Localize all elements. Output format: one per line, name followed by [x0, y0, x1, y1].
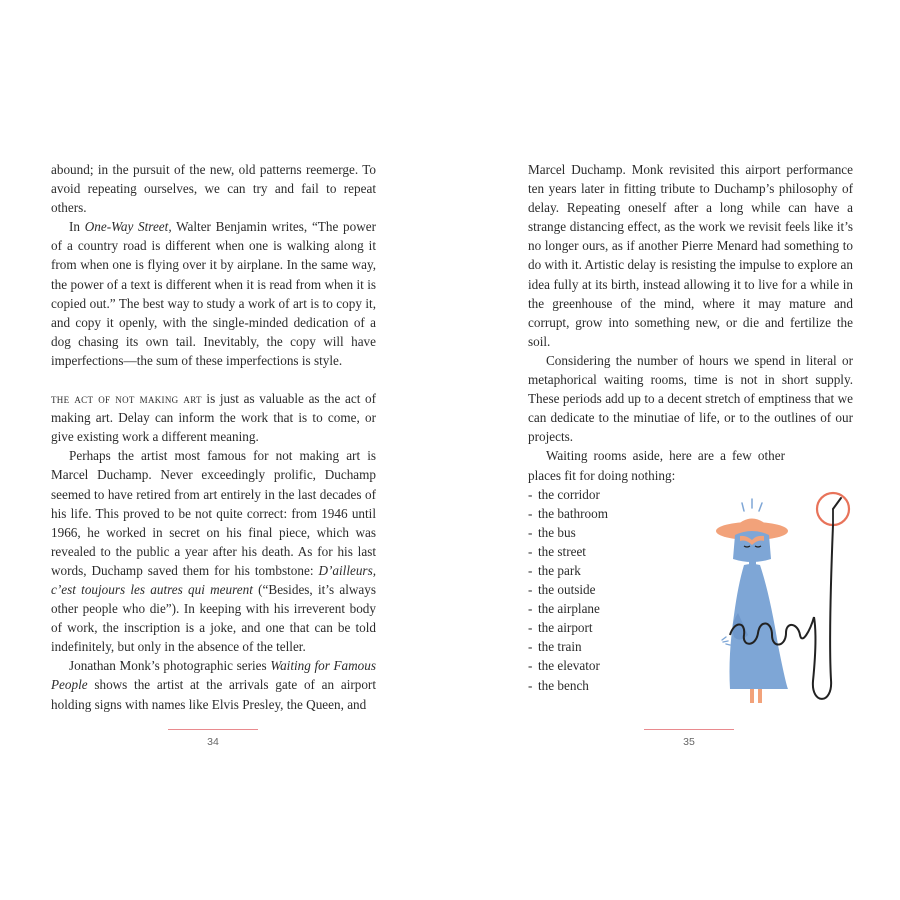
page-number: 34 — [207, 736, 219, 748]
text-run: Jonathan Monk’s photographic series — [69, 658, 271, 674]
list-dash: - — [528, 524, 533, 540]
paragraph: abound; in the pursuit of the new, old patterns reemerge. To avoid repeating ourselves, we can try and fail to repeat others. — [51, 162, 376, 216]
list-item-text: the airport — [538, 620, 593, 636]
paragraph — [51, 446, 376, 656]
page-number-rule — [644, 729, 734, 730]
paragraph — [51, 389, 376, 446]
list-item-text: the bench — [538, 677, 589, 693]
list-item-text: the airplane — [538, 601, 600, 617]
list-dash: - — [528, 601, 533, 617]
page-number-rule — [168, 729, 258, 730]
list-dash: - — [528, 582, 533, 598]
epitaph-quote: D’ailleurs, c’est toujours les autres qui meurent — [51, 562, 376, 597]
list-item-text: the corridor — [538, 486, 600, 502]
paragraph: Considering the number of hours we spend in literal or metaphorical waiting rooms, time is not in short supply. These periods add up to a decent stretch of emptiness that we can dedicate to the minutiae of life, or to the outlines of our projects. — [528, 352, 853, 445]
paragraph: Waiting rooms aside, here are a few other places fit for doing nothing: — [528, 448, 785, 483]
list-dash: - — [528, 505, 533, 521]
paragraph: Marcel Duchamp. Monk revisited this airport performance ten years later in fitting tribute to Duchamp’s philosophy of delay. Repeating oneself after a long while can have a strange distancing effect, as the work we revisit feels like it’s no longer ours, as if another Pierre Menard had something to do with it. Artistic delay is resisting the impulse to explore an idea fully at its birth, instead allowing it to live for a while in the greenhouse of the mind, where it may mature and corrupt, grow into something new, or die and fertilize the soil. — [528, 162, 853, 349]
section-lead-in: the act of not making art — [51, 391, 202, 407]
text-run: Perhaps the artist most famous for not making art is Marcel Duchamp. Never exceedingly prolific, Duchamp seemed to have retired from art entirely in the last decades of his life. This proved to be not quite correct: from 1946 until 1966, he worked in secret on his final piece, which was revealed to the public a year after his death. As for his last words, Duchamp saved them for his tombstone: — [51, 448, 376, 578]
list-item-text: the train — [538, 639, 582, 655]
text-run: Walter Benjamin writes, “The power of a country road is different when one is walking along it from when one is flying over it by airplane. In the same way, the power of a text is different when it is read from when it is copied out.” The best way to study a work of art is to copy it, and copy it openly, with the single-minded dedication of a dog chasing its own tail. Inevitably, the copy will have imperfections—the sum of these imperfections is style. — [51, 219, 376, 368]
list-dash: - — [528, 658, 533, 674]
paragraph — [51, 217, 376, 370]
list-item-text: the bathroom — [538, 505, 608, 521]
list-dash: - — [528, 543, 533, 559]
list-dash: - — [528, 562, 533, 578]
woman-waiting-with-clock-icon — [700, 485, 860, 710]
list-item-text: the outside — [538, 582, 596, 598]
page-number: 35 — [683, 736, 695, 748]
list-item-text: the elevator — [538, 658, 600, 674]
left-text-column — [51, 160, 376, 714]
list-item-text: the park — [538, 562, 581, 578]
paragraph — [51, 656, 376, 713]
list-dash: - — [528, 639, 533, 655]
series-title: Waiting for Famous People — [51, 658, 376, 693]
text-run: In — [69, 219, 85, 235]
right-page — [450, 0, 900, 900]
list-item-text: the street — [538, 543, 586, 559]
list-dash: - — [528, 486, 533, 502]
text-run: (“Besides, it’s always other people who die”). In keeping with his irreverent body of work, the inscription is a joke, and one that can be told indefinitely, but only in the absence of the teller. — [51, 581, 376, 655]
book-title: One-Way Street, — [84, 219, 172, 235]
list-dash: - — [528, 620, 533, 636]
list-dash: - — [528, 677, 533, 693]
list-item-text: the bus — [538, 524, 576, 540]
text-run: is just as valuable as the act of making art. Delay can inform the work that is to come, or give existing work a different meaning. — [51, 391, 377, 445]
text-run: shows the artist at the arrivals gate of an airport holding signs with names like Elvis Presley, the Queen, and — [51, 677, 376, 712]
